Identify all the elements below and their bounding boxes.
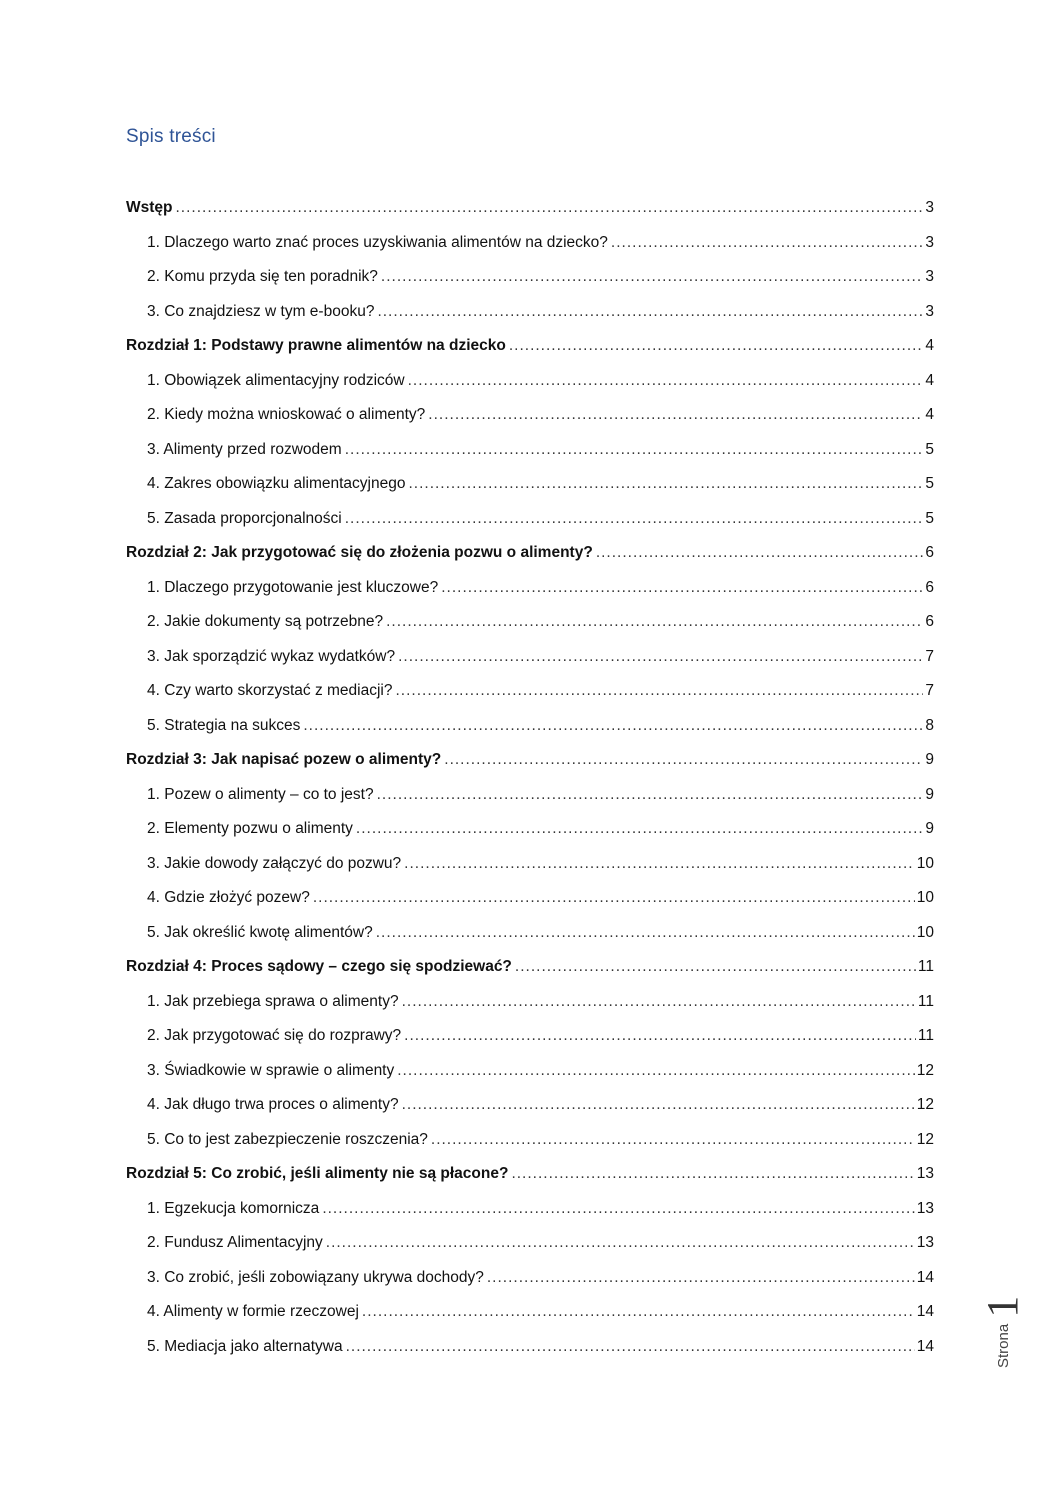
toc-chapter-entry[interactable]: [126, 329, 934, 364]
toc-dot-leader: [487, 1261, 915, 1296]
toc-dot-leader: [596, 536, 924, 571]
toc-list: [126, 191, 934, 1364]
toc-entry-page-number: 4: [925, 406, 934, 423]
toc-entry-page-number: 11: [917, 992, 934, 1010]
toc-entry-page-number: 12: [916, 1096, 934, 1113]
toc-entry-title: 2. Jakie dokumenty są potrzebne?: [147, 613, 384, 630]
toc-entry-page-number: 14: [916, 1268, 934, 1286]
toc-entry-title: 4. Alimenty w formie rzeczowej: [147, 1303, 359, 1320]
toc-entry-page-number: 9: [925, 820, 934, 837]
toc-heading: Spis treści: [126, 126, 216, 147]
toc-section-entry[interactable]: [126, 812, 934, 847]
toc-entry-title: 3. Jakie dowody załączyć do pozwu?: [147, 854, 402, 872]
toc-dot-leader: [397, 1054, 915, 1089]
toc-section-entry[interactable]: [126, 1192, 934, 1227]
toc-entry-title: Rozdział 2: Jak przygotować się do złożenia pozwu o alimenty?: [126, 544, 593, 561]
toc-dot-leader: [402, 1088, 915, 1123]
toc-dot-leader: [356, 812, 923, 847]
toc-entry-title: 5. Mediacja jako alternatywa: [147, 1337, 343, 1355]
toc-dot-leader: [345, 502, 924, 537]
toc-section-entry[interactable]: [126, 1054, 934, 1089]
toc-entry-page-number: 9: [925, 785, 934, 803]
toc-dot-leader: [303, 709, 923, 744]
toc-entry-page-number: 13: [916, 1234, 934, 1251]
page-footer: [975, 1258, 1031, 1368]
toc-entry-page-number: 13: [916, 1199, 934, 1217]
toc-entry-page-number: 4: [925, 371, 934, 389]
toc-section-entry[interactable]: [126, 985, 934, 1020]
toc-entry-page-number: 6: [925, 613, 934, 630]
toc-entry-page-number: 8: [925, 716, 934, 734]
toc-entry-title: 4. Czy warto skorzystać z mediacji?: [147, 682, 393, 699]
toc-entry-page-number: 12: [916, 1061, 934, 1079]
toc-entry-page-number: 5: [925, 440, 934, 458]
toc-entry-title: Rozdział 5: Co zrobić, jeśli alimenty nie są płacone?: [126, 1165, 509, 1182]
toc-dot-leader: [326, 1226, 915, 1261]
toc-entry-title: 4. Gdzie złożyć pozew?: [147, 889, 310, 906]
toc-entry-title: Rozdział 4: Proces sądowy – czego się spodziewać?: [126, 958, 512, 975]
toc-section-entry[interactable]: [126, 1261, 934, 1296]
toc-section-entry[interactable]: [126, 881, 934, 916]
toc-entry-page-number: 10: [916, 889, 934, 906]
toc-dot-leader: [398, 640, 923, 675]
toc-entry-title: 4. Jak długo trwa proces o alimenty?: [147, 1096, 399, 1113]
toc-entry-page-number: 11: [917, 958, 934, 975]
toc-entry-title: 1. Obowiązek alimentacyjny rodziców: [147, 371, 405, 389]
toc-entry-title: 3. Co znajdziesz w tym e-booku?: [147, 302, 375, 320]
toc-entry-page-number: 13: [916, 1165, 934, 1182]
toc-entry-title: 1. Dlaczego warto znać proces uzyskiwania alimentów na dziecko?: [147, 233, 608, 251]
toc-entry-title: 5. Co to jest zabezpieczenie roszczenia?: [147, 1130, 428, 1148]
toc-entry-page-number: 3: [925, 199, 934, 216]
toc-entry-page-number: 11: [917, 1027, 934, 1044]
toc-section-entry[interactable]: [126, 364, 934, 399]
toc-section-entry[interactable]: [126, 847, 934, 882]
toc-entry-page-number: 9: [925, 751, 934, 768]
toc-chapter-entry[interactable]: [126, 536, 934, 571]
toc-section-entry[interactable]: [126, 1330, 934, 1365]
toc-section-entry[interactable]: [126, 916, 934, 951]
toc-entry-title: 5. Zasada proporcjonalności: [147, 509, 342, 527]
toc-entry-page-number: 14: [916, 1337, 934, 1355]
toc-dot-leader: [345, 433, 924, 468]
toc-section-entry[interactable]: [126, 1123, 934, 1158]
toc-entry-page-number: 7: [925, 647, 934, 665]
toc-dot-leader: [444, 743, 923, 778]
toc-entry-page-number: 5: [925, 475, 934, 492]
toc-entry-page-number: 5: [925, 509, 934, 527]
toc-entry-title: 1. Dlaczego przygotowanie jest kluczowe?: [147, 578, 439, 596]
toc-section-entry[interactable]: [126, 398, 934, 433]
toc-dot-leader: [176, 191, 924, 226]
toc-entry-title: 3. Jak sporządzić wykaz wydatków?: [147, 647, 396, 665]
toc-dot-leader: [611, 226, 923, 261]
toc-section-entry[interactable]: [126, 295, 934, 330]
toc-section-entry[interactable]: [126, 260, 934, 295]
toc-entry-title: Rozdział 3: Jak napisać pozew o alimenty?: [126, 751, 442, 768]
toc-dot-leader: [509, 329, 924, 364]
toc-dot-leader: [515, 950, 916, 985]
toc-entry-title: Rozdział 1: Podstawy prawne alimentów na dziecko: [126, 337, 506, 354]
toc-chapter-entry[interactable]: [126, 743, 934, 778]
toc-dot-leader: [408, 467, 923, 502]
toc-entry-page-number: 14: [916, 1303, 934, 1320]
toc-dot-leader: [322, 1192, 914, 1227]
toc-entry-title: 4. Zakres obowiązku alimentacyjnego: [147, 475, 406, 492]
toc-entry-title: 3. Alimenty przed rozwodem: [147, 440, 342, 458]
toc-entry-title: 2. Kiedy można wnioskować o alimenty?: [147, 406, 426, 423]
toc-section-entry[interactable]: [126, 571, 934, 606]
toc-entry-title: 5. Jak określić kwotę alimentów?: [147, 923, 373, 941]
toc-dot-leader: [386, 605, 923, 640]
toc-entry-page-number: 3: [925, 268, 934, 285]
toc-entry-title: 1. Jak przebiega sprawa o alimenty?: [147, 992, 399, 1010]
toc-section-entry[interactable]: [126, 433, 934, 468]
toc-entry-title: 2. Fundusz Alimentacyjny: [147, 1234, 323, 1251]
toc-dot-leader: [408, 364, 924, 399]
toc-entry-page-number: 3: [925, 302, 934, 320]
toc-entry-title: 2. Elementy pozwu o alimenty: [147, 820, 353, 837]
toc-chapter-entry[interactable]: [126, 950, 934, 985]
toc-section-entry[interactable]: [126, 502, 934, 537]
toc-entry-page-number: 6: [925, 544, 934, 561]
toc-dot-leader: [428, 398, 923, 433]
toc-dot-leader: [402, 985, 916, 1020]
toc-dot-leader: [377, 778, 924, 813]
toc-section-entry[interactable]: [126, 709, 934, 744]
toc-entry-page-number: 7: [925, 682, 934, 699]
toc-section-entry[interactable]: [126, 1295, 934, 1330]
toc-entry-title: 5. Strategia na sukces: [147, 716, 301, 734]
toc-chapter-entry[interactable]: [126, 1157, 934, 1192]
toc-chapter-entry[interactable]: [126, 191, 934, 226]
toc-section-entry[interactable]: [126, 640, 934, 675]
toc-dot-leader: [377, 295, 923, 330]
toc-entry-page-number: 12: [916, 1130, 934, 1148]
toc-dot-leader: [313, 881, 915, 916]
toc-entry-page-number: 6: [925, 578, 934, 596]
toc-entry-title: 3. Świadkowie w sprawie o alimenty: [147, 1061, 395, 1079]
toc-section-entry[interactable]: [126, 1019, 934, 1054]
toc-dot-leader: [404, 847, 915, 882]
toc-entry-page-number: 3: [925, 233, 934, 251]
toc-section-entry[interactable]: [126, 1088, 934, 1123]
toc-entry-title: Wstęp: [126, 199, 173, 216]
toc-entry-title: 2. Komu przyda się ten poradnik?: [147, 268, 378, 285]
toc-dot-leader: [381, 260, 923, 295]
toc-section-entry[interactable]: [126, 467, 934, 502]
toc-entry-title: 3. Co zrobić, jeśli zobowiązany ukrywa dochody?: [147, 1268, 484, 1286]
toc-section-entry[interactable]: [126, 674, 934, 709]
toc-dot-leader: [376, 916, 915, 951]
toc-entry-title: 1. Egzekucja komornicza: [147, 1199, 320, 1217]
toc-section-entry[interactable]: [126, 778, 934, 813]
toc-dot-leader: [431, 1123, 915, 1158]
toc-section-entry[interactable]: [126, 605, 934, 640]
toc-section-entry[interactable]: [126, 226, 934, 261]
toc-dot-leader: [362, 1295, 915, 1330]
toc-dot-leader: [346, 1330, 915, 1365]
toc-section-entry[interactable]: [126, 1226, 934, 1261]
toc-entry-page-number: 10: [916, 854, 934, 872]
footer-page-number: 1: [978, 1295, 1027, 1318]
toc-dot-leader: [396, 674, 924, 709]
toc-dot-leader: [511, 1157, 914, 1192]
toc-dot-leader: [441, 571, 923, 606]
toc-dot-leader: [404, 1019, 916, 1054]
footer-page-label: Strona: [994, 1323, 1012, 1368]
toc-entry-page-number: 10: [916, 923, 934, 941]
toc-entry-title: 1. Pozew o alimenty – co to jest?: [147, 785, 374, 803]
toc-entry-title: 2. Jak przygotować się do rozprawy?: [147, 1027, 402, 1044]
toc-entry-page-number: 4: [925, 337, 934, 354]
